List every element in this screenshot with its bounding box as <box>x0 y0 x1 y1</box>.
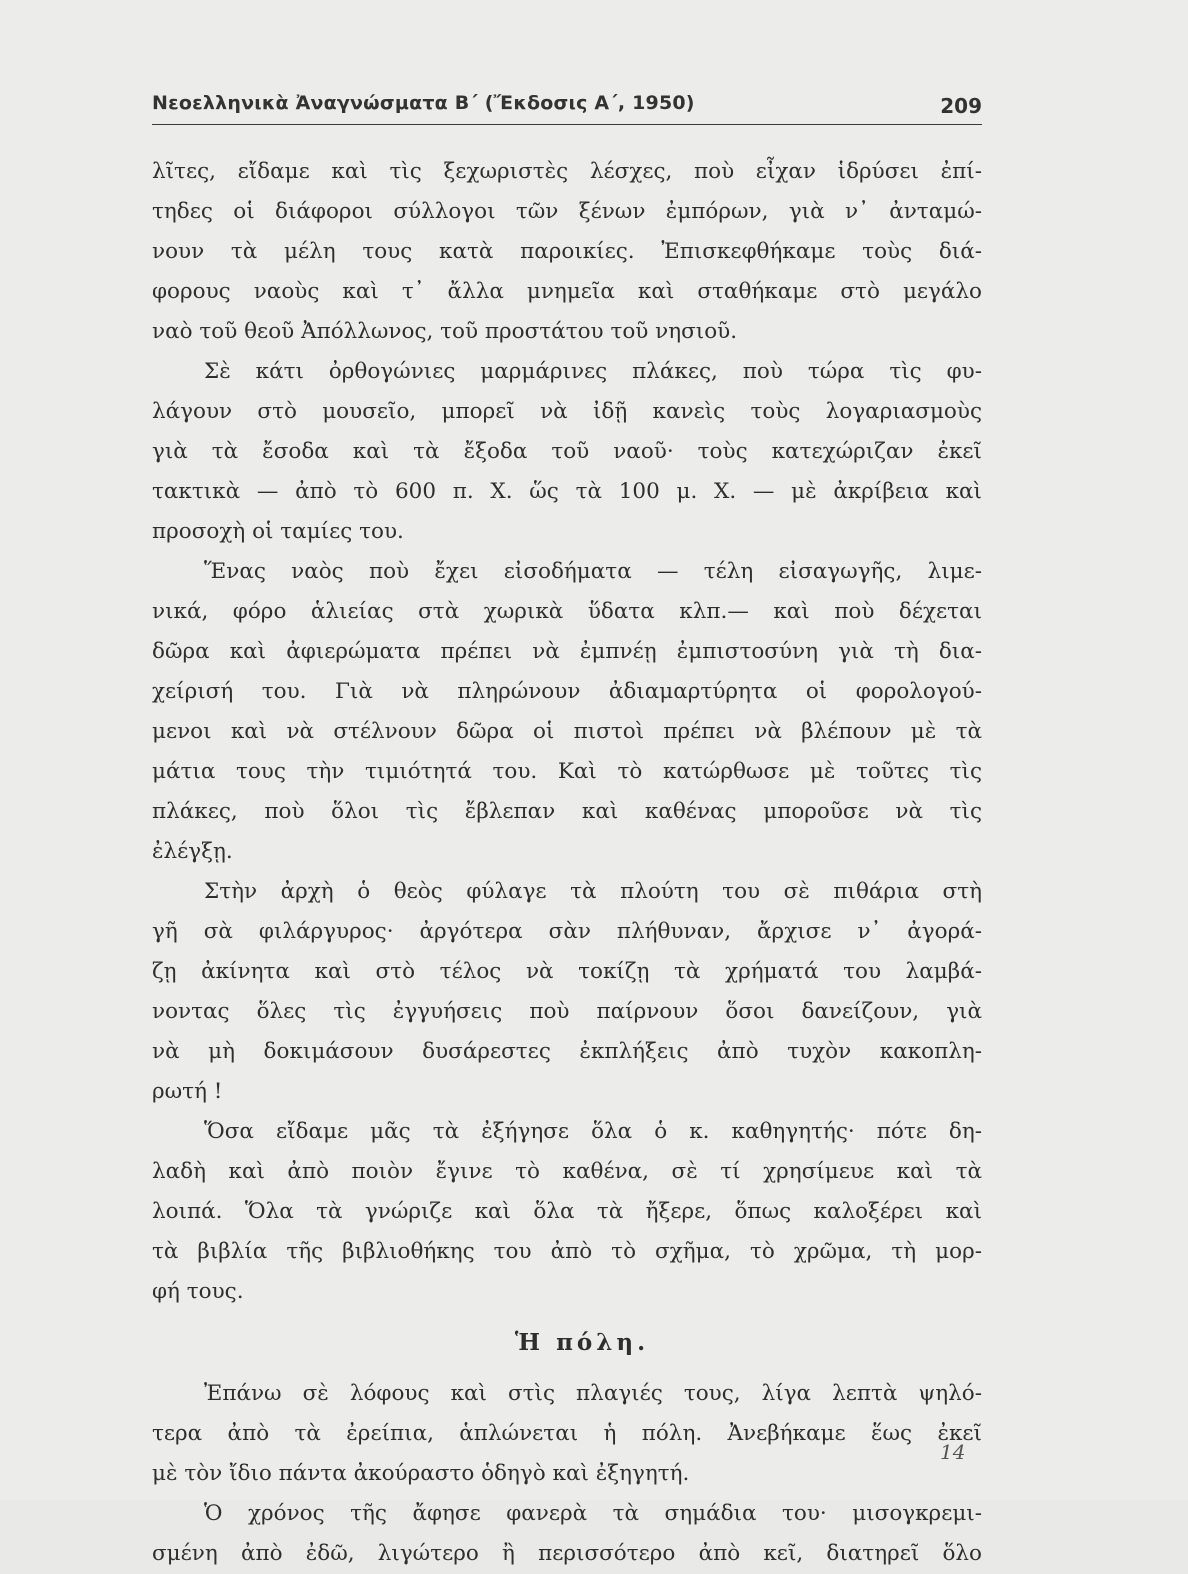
text-line: τερα ἀπὸ τὰ ἐρείπια, ἁπλώνεται ἡ πόλη. Ἀνεβήκαμε ἕως ἐκεῖ <box>152 1421 982 1446</box>
text-line: Σὲ κάτι ὀρθογώνιες μαρμάρινες πλάκες, ποὺ τώρα τὶς φυ- <box>204 359 982 384</box>
body-text <box>152 152 982 1574</box>
text-line: ναὸ τοῦ θεοῦ Ἀπόλλωνος, τοῦ προστάτου τοῦ νησιοῦ. <box>152 319 738 344</box>
text-line: προσοχὴ οἱ ταμίες του. <box>152 519 404 544</box>
text-line: πλάκες, ποὺ ὅλοι τὶς ἔβλεπαν καὶ καθένας μποροῦσε νὰ τὶς <box>152 799 982 824</box>
text-line: νὰ μὴ δοκιμάσουν δυσάρεστες ἐκπλήξεις ἀπὸ τυχὸν κακοπλη- <box>152 1039 982 1064</box>
text-line: Ὅσα εἴδαμε μᾶς τὰ ἐξήγησε ὅλα ὁ κ. καθηγητής· πότε δη- <box>204 1119 982 1144</box>
text-line: φορους ναοὺς καὶ τ᾿ ἄλλα μνημεῖα καὶ σταθήκαμε στὸ μεγάλο <box>152 279 982 304</box>
text-line: Στὴν ἀρχὴ ὁ θεὸς φύλαγε τὰ πλούτη του σὲ πιθάρια στὴ <box>204 879 982 904</box>
text-line: μὲ τὸν ἴδιο πάντα ἀκούραστο ὁδηγὸ καὶ ἐξηγητή. <box>152 1461 690 1486</box>
text-line: Ἐπάνω σὲ λόφους καὶ στὶς πλαγιές τους, λίγα λεπτὰ ψηλό- <box>204 1381 982 1406</box>
text-line: λαδὴ καὶ ἀπὸ ποιὸν ἔγινε τὸ καθένα, σὲ τί χρησίμευε καὶ τὰ <box>152 1159 982 1184</box>
text-line: μενοι καὶ νὰ στέλνουν δῶρα οἱ πιστοὶ πρέπει νὰ βλέπουν μὲ τὰ <box>152 719 982 744</box>
text-line: ρωτή ! <box>152 1079 223 1104</box>
text-line: χείρισή του. Γιὰ νὰ πληρώνουν ἀδιαμαρτύρητα οἱ φορολογού- <box>152 679 982 704</box>
text-line: τηδες οἱ διάφοροι σύλλογοι τῶν ξένων ἐμπόρων, γιὰ ν᾿ ἀνταμώ- <box>152 199 982 224</box>
text-line: μάτια τους τὴν τιμιότητά του. Καὶ τὸ κατώρθωσε μὲ τοῦτες τὶς <box>152 759 982 784</box>
text-line: γιὰ τὰ ἔσοδα καὶ τὰ ἔξοδα τοῦ ναοῦ· τοὺς κατεχώριζαν ἐκεῖ <box>152 439 982 464</box>
text-line: νοντας ὅλες τὶς ἐγγυήσεις ποὺ παίρνουν ὅσοι δανείζουν, γιὰ <box>152 999 982 1024</box>
header-title: Νεοελληνικὰ Ἀναγνώσματα Β΄ (Ἔκδοσις Α΄, 1950) <box>152 92 695 114</box>
page-number: 209 <box>940 94 982 118</box>
text-line: σμένη ἀπὸ ἐδῶ, λιγώτερο ἢ περισσότερο ἀπὸ κεῖ, διατηρεῖ ὅλο <box>152 1541 982 1566</box>
text-line: Ὁ χρόνος τῆς ἄφησε φανερὰ τὰ σημάδια του· μισογκρεμι- <box>204 1501 982 1526</box>
text-line: γῆ σὰ φιλάργυρος· ἀργότερα σὰν πλήθυναν, ἄρχισε ν᾿ ἀγορά- <box>152 919 982 944</box>
signature-mark: 14 <box>940 1440 966 1464</box>
running-header <box>152 90 982 125</box>
text-line: τακτικὰ — ἀπὸ τὸ 600 π. Χ. ὥς τὰ 100 μ. Χ. — μὲ ἀκρίβεια καὶ <box>152 479 982 504</box>
text-line: Ἕνας ναὸς ποὺ ἔχει εἰσοδήματα — τέλη εἰσαγωγῆς, λιμε- <box>204 559 982 584</box>
text-line: νουν τὰ μέλη τους κατὰ παροικίες. Ἐπισκεφθήκαμε τοὺς διά- <box>152 239 982 264</box>
text-line: νικά, φόρο ἁλιείας στὰ χωρικὰ ὕδατα κλπ.— καὶ ποὺ δέχεται <box>152 599 982 624</box>
text-line: λῖτες, εἴδαμε καὶ τὶς ξεχωριστὲς λέσχες, ποὺ εἶχαν ἱδρύσει ἐπί- <box>152 159 982 184</box>
text-line: δῶρα καὶ ἀφιερώματα πρέπει νὰ ἐμπνέῃ ἐμπιστοσύνη γιὰ τὴ δια- <box>152 639 982 664</box>
text-line: τὰ βιβλία τῆς βιβλιοθήκης του ἀπὸ τὸ σχῆμα, τὸ χρῶμα, τὴ μορ- <box>152 1239 982 1264</box>
text-line: λάγουν στὸ μουσεῖο, μπορεῖ νὰ ἰδῇ κανεὶς τοὺς λογαριασμοὺς <box>152 399 982 424</box>
text-line: φή τους. <box>152 1279 244 1304</box>
text-line: ζῃ ἀκίνητα καὶ στὸ τέλος νὰ τοκίζῃ τὰ χρήματά του λαμβά- <box>152 959 982 984</box>
text-line: ἐλέγξῃ. <box>152 839 233 864</box>
section-heading: Ἡ πόλη. <box>514 1329 650 1356</box>
text-line: λοιπά. Ὅλα τὰ γνώριζε καὶ ὅλα τὰ ἤξερε, ὅπως καλοξέρει καὶ <box>152 1199 982 1224</box>
